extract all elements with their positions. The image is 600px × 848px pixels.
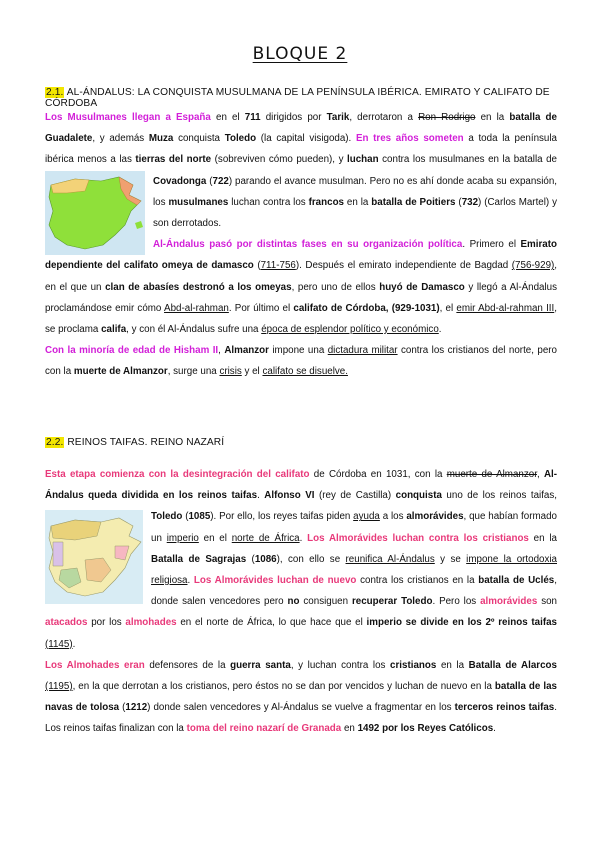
text-span: clan de abasíes destronó a los omeyas (105, 281, 292, 293)
text-span: muerte de Almanzor (73, 366, 168, 378)
text-span: impone una (268, 345, 328, 357)
section-title: AL-ÁNDALUS: LA CONQUISTA MUSULMANA DE LA PENÍNSULA IBÉRICA. EMIRATO Y CALIFATO DE CÓRDOBA (45, 87, 550, 109)
text-span: , (218, 345, 225, 357)
text-span: en la (344, 196, 372, 208)
text-span: toma del reino nazarí de Granada (186, 723, 342, 735)
text-span: contra los cristianos en la (356, 575, 479, 587)
text-span: y llegó a Al-Ándalus proclamándose emir cómo (45, 281, 557, 314)
text-span: Emirato dependiente del califato omeya de damasco (45, 239, 557, 272)
text-span: almohades (125, 617, 177, 629)
text-span: ) (Carlos Martel) y son derrotados. (153, 196, 557, 230)
text-span: contra los cristianos del norte, pero con la (45, 345, 557, 378)
text-span: Muza (148, 133, 174, 145)
text-span: defensores de la (144, 659, 231, 671)
text-span: época de esplendor político y económico (261, 324, 439, 336)
text-span: (1195) (45, 681, 73, 693)
text-span: Alfonso VI (264, 490, 315, 502)
text-span: imperio se divide en los 2º reinos taifas (366, 617, 557, 629)
text-span: ayuda (353, 511, 380, 523)
text-span: ( (246, 553, 255, 565)
text-span: ) parando el avance musulman. Pero no es ahí donde acaba su expansión, los (153, 175, 557, 208)
text-span: , en el que un (45, 260, 558, 293)
text-span: Al-Ándalus queda dividida en los reinos taifas (45, 469, 557, 502)
text-span: luchan contra los (228, 196, 309, 208)
text-span: 1212 (125, 702, 148, 714)
text-span: reunifica Al-Ándalus (345, 553, 435, 565)
text-span: Con la minoría de edad de Hisham II (45, 345, 219, 357)
text-span: . (299, 532, 308, 544)
section-heading-2-1 (45, 87, 600, 109)
text-span: , que habían formado un (151, 511, 557, 544)
text-span: , y luchan contra los (290, 659, 391, 671)
text-span: , se proclama (45, 302, 557, 336)
text-span: . Pero los (432, 596, 481, 608)
text-span: recuperar Toledo (351, 596, 433, 608)
text-span: en el (198, 532, 232, 544)
text-span: . (187, 575, 194, 587)
text-span: en (341, 723, 358, 735)
text-span: . Por último el (228, 302, 294, 314)
text-span: Toledo (224, 133, 257, 145)
text-span: califato se disuelve. (262, 366, 348, 378)
text-span: cristianos (390, 659, 437, 671)
text-span: a los (379, 511, 407, 523)
text-span: Los Almorávides luchan de nuevo (193, 575, 357, 587)
text-span: atacados (45, 617, 88, 629)
text-span: Almanzor (224, 345, 269, 357)
text-span: crisis (219, 366, 242, 378)
text-span: Esta etapa comienza con la desintegración del califato (45, 469, 310, 480)
text-span: musulmanes (168, 196, 229, 208)
text-span: Batalla de Sagrajas (151, 553, 247, 565)
iberian-peninsula-map (45, 171, 145, 255)
text-span: conquista (395, 490, 442, 502)
text-span: por los (87, 617, 126, 629)
text-span: en la (436, 659, 469, 671)
text-span: en el (210, 112, 245, 123)
text-span: terceros reinos taifas (454, 702, 555, 714)
text-span: consiguen (299, 596, 352, 608)
text-span: ). Después el emirato independiente de Bagdad (295, 260, 512, 272)
paragraph (45, 340, 557, 382)
paragraph (45, 107, 557, 234)
text-span: 1492 por los Reyes Católicos (357, 723, 494, 735)
text-span: , y además (92, 133, 149, 145)
text-span: , en la que derrotan a los cristianos, pero éstos no se dan por vencidos y luchan de nuevo en la (72, 681, 495, 693)
paragraph (45, 655, 557, 740)
text-span: Abd-al-rahman (164, 302, 229, 314)
text-span: Los Almohades eran (45, 659, 145, 671)
text-span: de Córdoba en 1031, con la (309, 469, 447, 480)
text-span: , pero uno de ellos (291, 281, 380, 293)
text-span: , (536, 469, 544, 480)
text-span: 711 (244, 112, 261, 123)
text-span: ), con ello se (276, 553, 346, 565)
text-span: En tres años someten (355, 133, 464, 145)
paragraph (45, 464, 557, 655)
text-span: dictadura militar (327, 345, 398, 357)
text-span: (sobreviven cómo pueden), y (211, 154, 348, 166)
text-span: batalla de las navas de tolosa (45, 681, 557, 714)
text-span: . (493, 723, 496, 735)
section-2-1-body (45, 107, 557, 383)
reinos-taifas-map (45, 510, 143, 604)
text-span: 711-756 (260, 260, 296, 272)
text-span: , donde salen vencedores pero (151, 575, 557, 608)
section-heading-2-2 (45, 437, 224, 448)
page-title: BLOQUE 2 (252, 44, 348, 64)
text-span: dirigidos por (260, 112, 327, 123)
text-span: ( (119, 702, 126, 714)
text-span: tierras del norte (135, 154, 212, 166)
text-span: impone la ortodoxia religiosa (151, 553, 557, 587)
text-span: califa (101, 324, 127, 336)
text-span: , derrotaron a (349, 112, 419, 123)
text-span: norte de África (231, 532, 300, 544)
text-span: conquista (173, 133, 225, 145)
text-span: , el (439, 302, 457, 314)
text-span: ( (455, 196, 462, 208)
text-span: Toledo (151, 511, 183, 523)
text-span: , surge una (167, 366, 220, 378)
text-span: (756-929) (511, 260, 555, 272)
text-span: Covadonga (153, 175, 207, 187)
text-span: 1085 (188, 511, 211, 523)
text-span: no (287, 596, 300, 608)
text-span: guerra santa (230, 659, 291, 671)
text-span: francos (308, 196, 344, 208)
text-span: ( (182, 511, 189, 523)
text-span: y se (434, 553, 467, 565)
text-span: 732 (461, 196, 479, 208)
section-number: 2.2. (46, 437, 64, 448)
text-span: batalla de Poitiers (371, 196, 456, 208)
text-span: (rey de Castilla) (314, 490, 396, 502)
text-span: . Los reinos taifas finalizan con la (45, 702, 557, 735)
section-title: REINOS TAIFAS. REINO NAZARÍ (64, 437, 225, 448)
text-span: huyó de Damasco (379, 281, 465, 293)
text-span: contra los musulmanes en la batalla de (378, 154, 558, 166)
text-span: Batalla de Alarcos (468, 659, 557, 671)
text-span: . (72, 638, 76, 650)
text-span: Tarik (326, 112, 350, 123)
text-span: muerte de Almanzor (446, 469, 537, 480)
text-span: . (438, 324, 442, 336)
text-span: califato de Córdoba, (929-1031) (293, 302, 440, 314)
text-span: 1086 (254, 553, 277, 565)
text-span: son (537, 596, 557, 608)
text-span: ( (206, 175, 213, 187)
text-span: , y con él Al-Ándalus sufre una (126, 324, 262, 336)
text-span: imperio (166, 532, 199, 544)
text-span: ) donde salen vencedores y Al-Ándalus se vuelve a fragmentar en los (147, 702, 455, 714)
text-span: ( (253, 260, 261, 272)
text-span: uno de los reinos taifas, (441, 490, 557, 502)
text-span: ). Por ello, los reyes taifas piden (210, 511, 354, 523)
text-span: Ron Rodrigo (418, 112, 476, 123)
text-span: a toda la península ibérica menos a las (45, 133, 557, 166)
text-span: (1145) (45, 638, 73, 650)
text-span: Los Almorávides luchan contra los cristianos (307, 532, 529, 544)
text-span: 722 (212, 175, 229, 187)
text-span: almorávides (480, 596, 538, 608)
text-span: . Primero el (462, 239, 521, 251)
text-span: Al-Ándalus pasó por distintas fases en su organización política (153, 239, 463, 251)
text-span: Los Musulmanes llegan a España (45, 112, 211, 123)
text-span: almorávides (406, 511, 464, 523)
section-number: 2.1. (46, 87, 64, 98)
text-span: y el (241, 366, 263, 378)
section-2-2-body (45, 464, 557, 740)
text-span: luchan (347, 154, 379, 166)
text-span: en el norte de África, lo que hace que el (176, 617, 367, 629)
text-span: batalla de Uclés (478, 575, 555, 587)
text-span: en la (528, 532, 557, 544)
text-span: batalla de Guadalete (45, 112, 557, 145)
text-span: (la capital visigoda). (256, 133, 356, 145)
text-span: en la (475, 112, 510, 123)
text-span: . (257, 490, 265, 502)
text-span: emir Abd-al-rahman III (456, 302, 555, 314)
